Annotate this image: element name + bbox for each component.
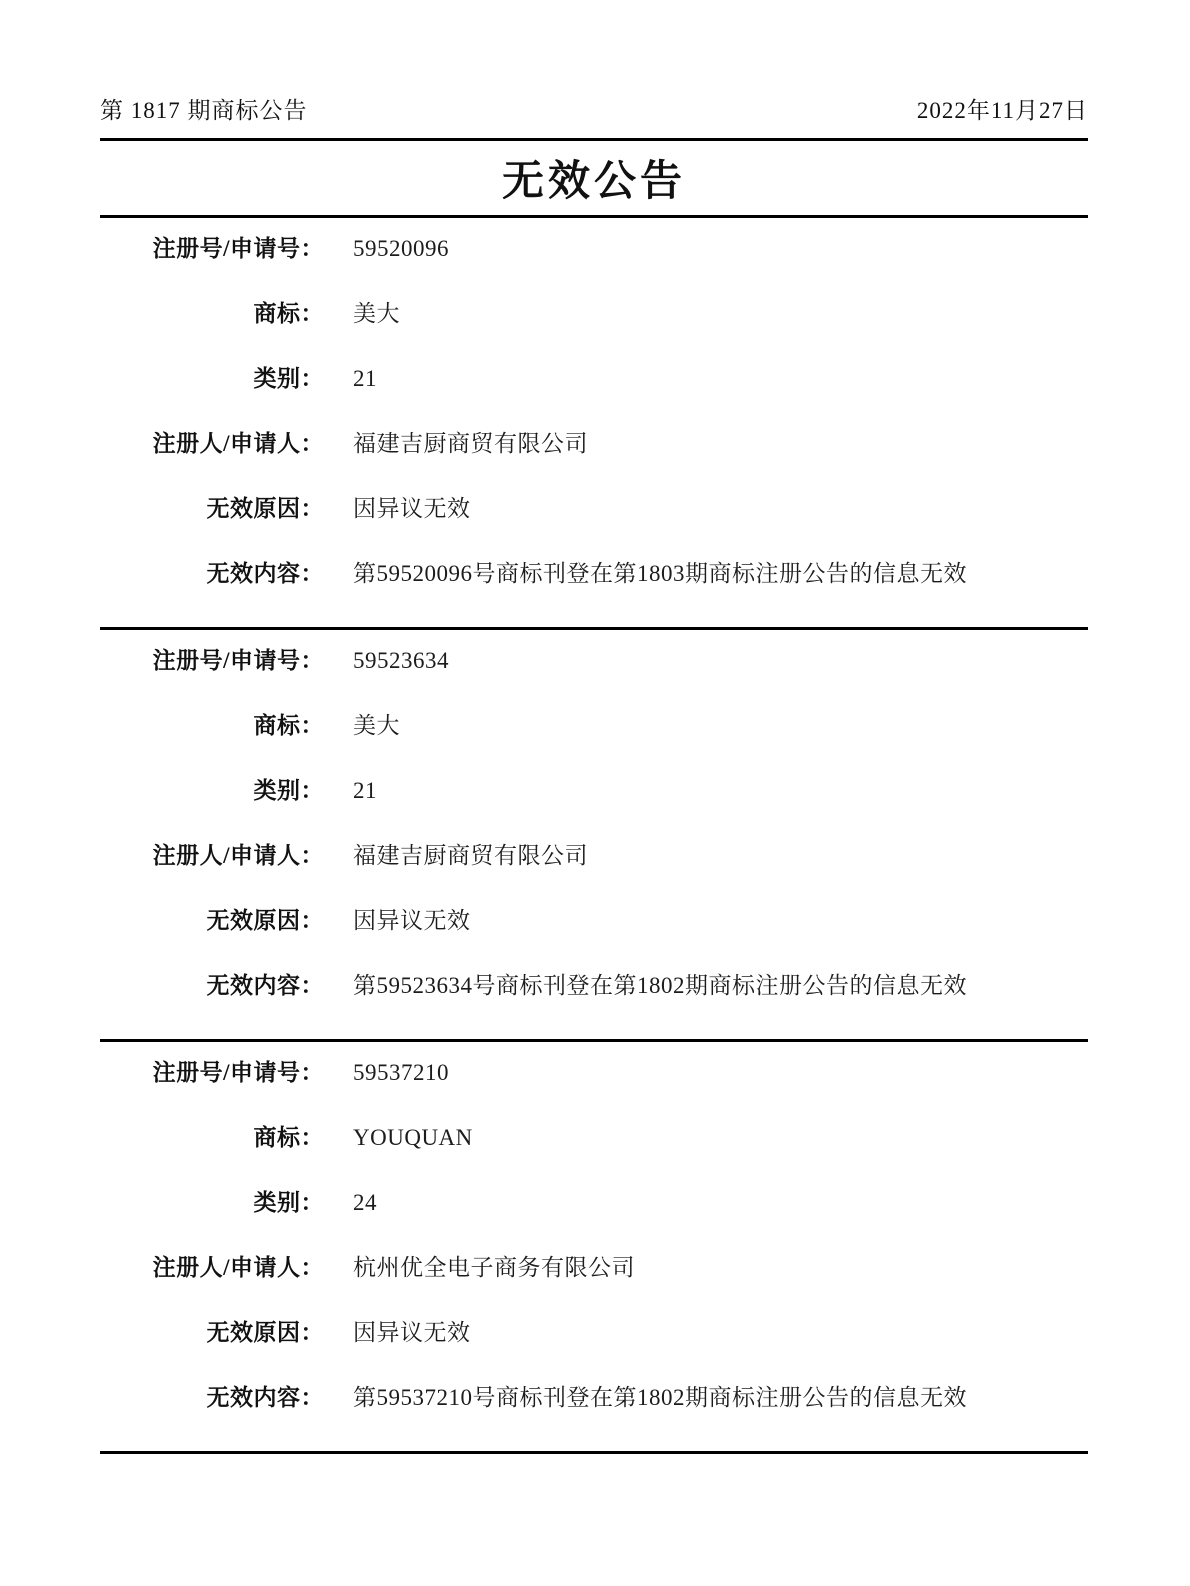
field-reg-no	[100, 649, 1088, 672]
trademark-label: 商标：	[253, 1125, 324, 1150]
gazette-date: 2022年11月27日	[916, 98, 1088, 123]
invalid-reason-value: 因异议无效	[353, 908, 471, 933]
field-invalid-content	[100, 562, 1088, 585]
invalid-reason-label: 无效原因：	[206, 496, 324, 521]
trademark-value: 美大	[353, 713, 400, 738]
field-invalid-reason	[100, 497, 1088, 520]
trademark-label: 商标：	[253, 713, 324, 738]
invalid-content-label: 无效内容：	[206, 1385, 324, 1410]
field-trademark	[100, 1126, 1088, 1149]
trademark-value: YOUQUAN	[353, 1125, 473, 1150]
invalid-content-value: 第59520096号商标刊登在第1803期商标注册公告的信息无效	[353, 561, 967, 586]
field-reg-no	[100, 1061, 1088, 1084]
field-class	[100, 367, 1088, 390]
record-divider	[100, 1451, 1088, 1454]
field-registrant	[100, 844, 1088, 867]
class-value: 24	[353, 1190, 377, 1215]
invalidation-record	[100, 1042, 1088, 1454]
invalidation-record	[100, 218, 1088, 630]
field-invalid-content	[100, 974, 1088, 997]
field-invalid-content	[100, 1386, 1088, 1409]
field-class	[100, 1191, 1088, 1214]
invalid-content-value: 第59537210号商标刊登在第1802期商标注册公告的信息无效	[353, 1385, 967, 1410]
field-trademark	[100, 302, 1088, 325]
title-band	[100, 141, 1088, 215]
invalid-content-label: 无效内容：	[206, 973, 324, 998]
field-class	[100, 779, 1088, 802]
invalid-content-value: 第59523634号商标刊登在第1802期商标注册公告的信息无效	[353, 973, 967, 998]
class-value: 21	[353, 778, 377, 803]
gazette-issue: 第 1817 期商标公告	[100, 98, 308, 123]
invalid-reason-value: 因异议无效	[353, 1320, 471, 1345]
invalid-reason-label: 无效原因：	[206, 1320, 324, 1345]
class-label: 类别：	[253, 778, 324, 803]
reg-no-label: 注册号/申请号：	[152, 236, 324, 261]
invalid-content-label: 无效内容：	[206, 561, 324, 586]
reg-no-value: 59520096	[353, 236, 449, 261]
page-title: 无效公告	[501, 159, 686, 205]
page-content	[100, 0, 1088, 1454]
page-header	[100, 0, 1088, 125]
registrant-value: 杭州优全电子商务有限公司	[353, 1255, 635, 1280]
class-label: 类别：	[253, 366, 324, 391]
invalidation-record	[100, 630, 1088, 1042]
reg-no-value: 59523634	[353, 648, 449, 673]
invalid-reason-value: 因异议无效	[353, 496, 471, 521]
class-value: 21	[353, 366, 377, 391]
trademark-value: 美大	[353, 301, 400, 326]
registrant-value: 福建吉厨商贸有限公司	[353, 843, 588, 868]
invalid-reason-label: 无效原因：	[206, 908, 324, 933]
reg-no-value: 59537210	[353, 1060, 449, 1085]
registrant-label: 注册人/申请人：	[152, 431, 324, 456]
registrant-value: 福建吉厨商贸有限公司	[353, 431, 588, 456]
trademark-label: 商标：	[253, 301, 324, 326]
registrant-label: 注册人/申请人：	[152, 843, 324, 868]
field-invalid-reason	[100, 1321, 1088, 1344]
field-invalid-reason	[100, 909, 1088, 932]
field-registrant	[100, 1256, 1088, 1279]
class-label: 类别：	[253, 1190, 324, 1215]
field-registrant	[100, 432, 1088, 455]
field-trademark	[100, 714, 1088, 737]
field-reg-no	[100, 237, 1088, 260]
registrant-label: 注册人/申请人：	[152, 1255, 324, 1280]
reg-no-label: 注册号/申请号：	[152, 1060, 324, 1085]
reg-no-label: 注册号/申请号：	[152, 648, 324, 673]
